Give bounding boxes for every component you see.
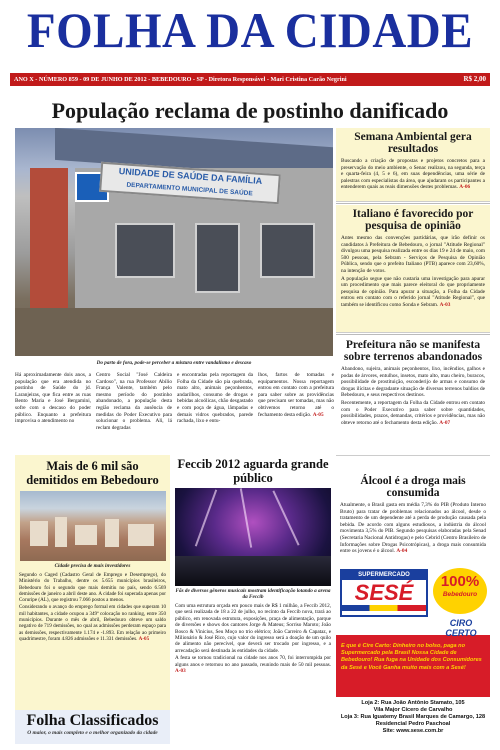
article-body: A população segue que não custaria uma investigação para apurar um procedimento que mais parece eleitoral do que propriamente pesquisa de opinião. Para apurar a situação, a Folha da Cidade entrou em contato com o referido jornal "Atitude Regional", que também se identificou como Sonda e Sebram. A-03 bbox=[341, 275, 485, 308]
article-body: Segundo o Caged (Cadastro Geral de Emprego e Desemprego), do Ministério do Trabalho, dentre os 5.655 municípios brasileiros, Bebedouro foi o segundo que mais demitiu no país, sendo 6.569 demissões de janeiro a abril deste ano. A cidade foi superada apenas por Coruripe (AL), que registrou 7.066 postos a menos. bbox=[19, 572, 166, 604]
classifieds-subtitle: O maior, o mais completo e o melhor organizado da cidade bbox=[27, 730, 158, 736]
city-photo bbox=[20, 491, 166, 561]
edition-info-bar bbox=[10, 73, 490, 86]
concert-photo bbox=[175, 488, 331, 586]
article-body: Antes mesmo das convenções partidárias, que irão definir os candidatos à Prefeitura de Bebedouro, o jornal "Atitude Regional" divulgou uma pesquisa realizada entre os dias 19 e 24 de maio, com 500 pessoas, pela Sebram - Serviços de Pesquisa de Opinião Pública, sendo que o prefeito Italiano (PTB) aparece com 23,60%, na intenção de votos. bbox=[341, 235, 486, 274]
page-ref: A-05 bbox=[312, 411, 324, 418]
article-body: Com uma estrutura orçada em pouco mais de R$ 1 milhão, a Feccib 2012, que será realizada de 18 a 22 de julho, no recinto da Feccib nova, trará ao público, em renovada estrutura, exposições, praça de alimentação, parque de diversões e shows dos cantores Jorge & Mateus; Sorriso Maroto; João Bosco & Vinicius, Seu Moço no trio elétrico; João Carreiro & Capataz, e Milionário & José Rico, cujo valor do ingresso será a doação de um quilo de alimento não perecível, que deverá ser trocado por ingresso, e a arrecadação será destinada às entidades da cidade. bbox=[175, 603, 331, 654]
article-body: Recentemente, a reportagem da Folha da Cidade entrou em contato com o Poder Executivo para saber sobre quantidades, possibilidades, prazos, demandas, critérios e providências, mas não obteve retorno até o fechamento desta edição. A-07 bbox=[341, 399, 485, 426]
article-italiano-pesquisa bbox=[336, 205, 490, 333]
card-brand: CIRO CERTO bbox=[445, 618, 477, 638]
article-title: Mais de 6 mil são demitidos em Bebedouro bbox=[26, 459, 159, 487]
edition-info: ANO X - NÚMERO 859 - 09 DE JUNHO DE 2012 - BEBEDOURO - SP - Diretora Responsável - Mari Cristina Carão Negrini bbox=[14, 76, 347, 83]
masthead bbox=[0, 0, 500, 72]
city-photo-caption: Cidade precisa de mais investidores bbox=[54, 563, 131, 569]
article-alcool bbox=[336, 475, 490, 555]
main-headline: População reclama de postinho danificado bbox=[51, 98, 449, 123]
supermarket-ad[interactable] bbox=[336, 565, 490, 740]
article-semana-ambiental bbox=[336, 128, 490, 202]
photo-sign: UNIDADE DE SAÚDE DA FAMÍLIA DEPARTAMENTO MUNICIPAL DE SAÚDE bbox=[99, 162, 281, 204]
promo-burst: 100% Bebedouro bbox=[433, 568, 487, 614]
article-feccib bbox=[173, 455, 333, 750]
article-title: Feccib 2012 aguarda grande público bbox=[177, 457, 329, 485]
lead-column-4: lhos, fartos de tomadas e equipamentos. Nossa reportagem entrou em contato com a prefeitura para saber sobre as providências que precisam ser tomadas, mas não obtivemos retorno até o fechamento desta edição. A-05 bbox=[258, 372, 334, 418]
ad-website[interactable]: Site: www.sese.com.br bbox=[382, 728, 444, 734]
ad-promo-text: E que é Cire Carto: Dinheiro no bolso, paga no Supermercado pela Brasil Nossa Cidade de Bebedouro! Rua fuga na Unidade dos Consumidores da Sesé e Você Ganha muito mais com a Sesé! bbox=[341, 643, 482, 671]
cover-price: R$ 2,00 bbox=[463, 75, 486, 83]
newspaper-title: FOLHA DA CIDADE bbox=[26, 3, 474, 59]
article-body: Abandono, sujeira, animais peçonhentos, lixo, incêndios, galhos e podas de árvores, entulhos, insetos, mato alto, mau cheiro, buracos, possibilidade de prostituição, esconderijo de armas e consumo de drogas ilícitas e degradante situação de diversos terrenos baldios de Bebedouro, e seus respectivos destinos. bbox=[341, 366, 485, 399]
lead-column-3: e encontradas pela reportagem da Folha da Cidade são pia quebrada, mato alto, animais peçonhentos, andarilhos, consumo de drogas e bebidas alcoólicas, chão desgastado e com poça de água, lâmpadas e demais vidros quebrados, parede rachada, lixo e entu- bbox=[177, 372, 253, 425]
article-body: Considerando o avanço do emprego formal em cidades que superam 10 mil habitantes, a cidade ocupou a 349ª colocação no ranking, entre 350 municípios. Durante o mês de abril, Bebedouro obteve um saldo negativo de 719 demissões, no qual as admissões perderam espaço para as demissões, respectivamente 1.174 e -1.893. Em relação ao primeiro quadrimestre, foram 4.826 admissões e 11.331 demissões. A-05 bbox=[19, 604, 166, 642]
article-title: Prefeitura não se manifesta sobre terrenos abandonados bbox=[343, 339, 483, 363]
lead-column-1: Há aproximadamente dois anos, a população que era atendida no postinho de Saúde do jd. Laranjeiras, que fica entre as ruas Bento Maria e José Bergamini, sofre com o descaso do poder público. Enquanto a prefeitura improvisa o atendimento no bbox=[15, 372, 91, 425]
main-photo-caption: Do parto de fora, pode-se perceber a mistura entre vandalismo e descaso bbox=[96, 360, 252, 366]
article-body: A festa se tornou tradicional na cidade nos anos 70, foi interrompida por alguns anos e retornou no ano passado, reunindo mais de 50 mil pessoas. A-03 bbox=[175, 655, 331, 675]
article-title: Álcool é a droga mais consumida bbox=[360, 475, 466, 499]
article-body: Atualmente, o Brasil gasta em média 7,3% do PIB (Produto Interno Bruto) para tratar de problemas relacionados ao álcool, desde o tratamento de um dependente até a perda de produção causada pela bebida. De acordo com alguns estudiosos, a indústria do álcool movimenta 3,5% do PIB. Segundo pesquisas elaboradas pela Senad (Secretaria Nacional Antidrogas) e pelo Cebrid (Centro Brasileiro de Informações sobre Drogas Psicotrópicas), a droga mais consumida entre os jovens é o álcool. A-04 bbox=[340, 502, 486, 555]
article-title: Semana Ambiental gera resultados bbox=[354, 131, 472, 155]
article-body: Buscando a criação de propostas e projetos concretos para a preservação do meio ambiente, o Senac realizou, na segunda, terça e quarta-feira (4, 5 e 6), em suas dependências, uma série de palestras com especialistas da área, que ajudaram os participantes a entenderem quais as reais dimensões destes problemas. A-06 bbox=[341, 158, 485, 191]
classifieds-banner bbox=[15, 710, 170, 744]
store-addresses: Loja 2: Rua João Antônio Stamato, 105 Vila Major Cícero de Carvalho Loja 3: Rua Iguatemy Brasil Marques de Camargo, 128 Residencial Pedro Paschoal Site: www.sese.com.br bbox=[336, 697, 490, 740]
article-terrenos-abandonados bbox=[336, 336, 490, 456]
health-post-photo bbox=[15, 128, 333, 356]
article-demitidos bbox=[15, 455, 170, 710]
sese-logo: SUPERMERCADO SESÉ bbox=[340, 569, 428, 617]
lead-column-2: Centro Social "José Caldeira Cardoso", na rua Professor Abílio França Valente, também pelo mesmo período do postinho abandonado, a população desta região reclama da ausência de medidas do Poder Executivo para solucionar o problema. Ali, lá reclam degradas bbox=[96, 372, 172, 431]
classifieds-title: Folha Classificados bbox=[26, 712, 159, 729]
concert-photo-caption: Fãs de diversos gêneros musicais mostram identificação lotando a arena da Feccib bbox=[175, 588, 331, 600]
article-title: Italiano é favorecido por pesquisa de opinião bbox=[352, 208, 474, 232]
